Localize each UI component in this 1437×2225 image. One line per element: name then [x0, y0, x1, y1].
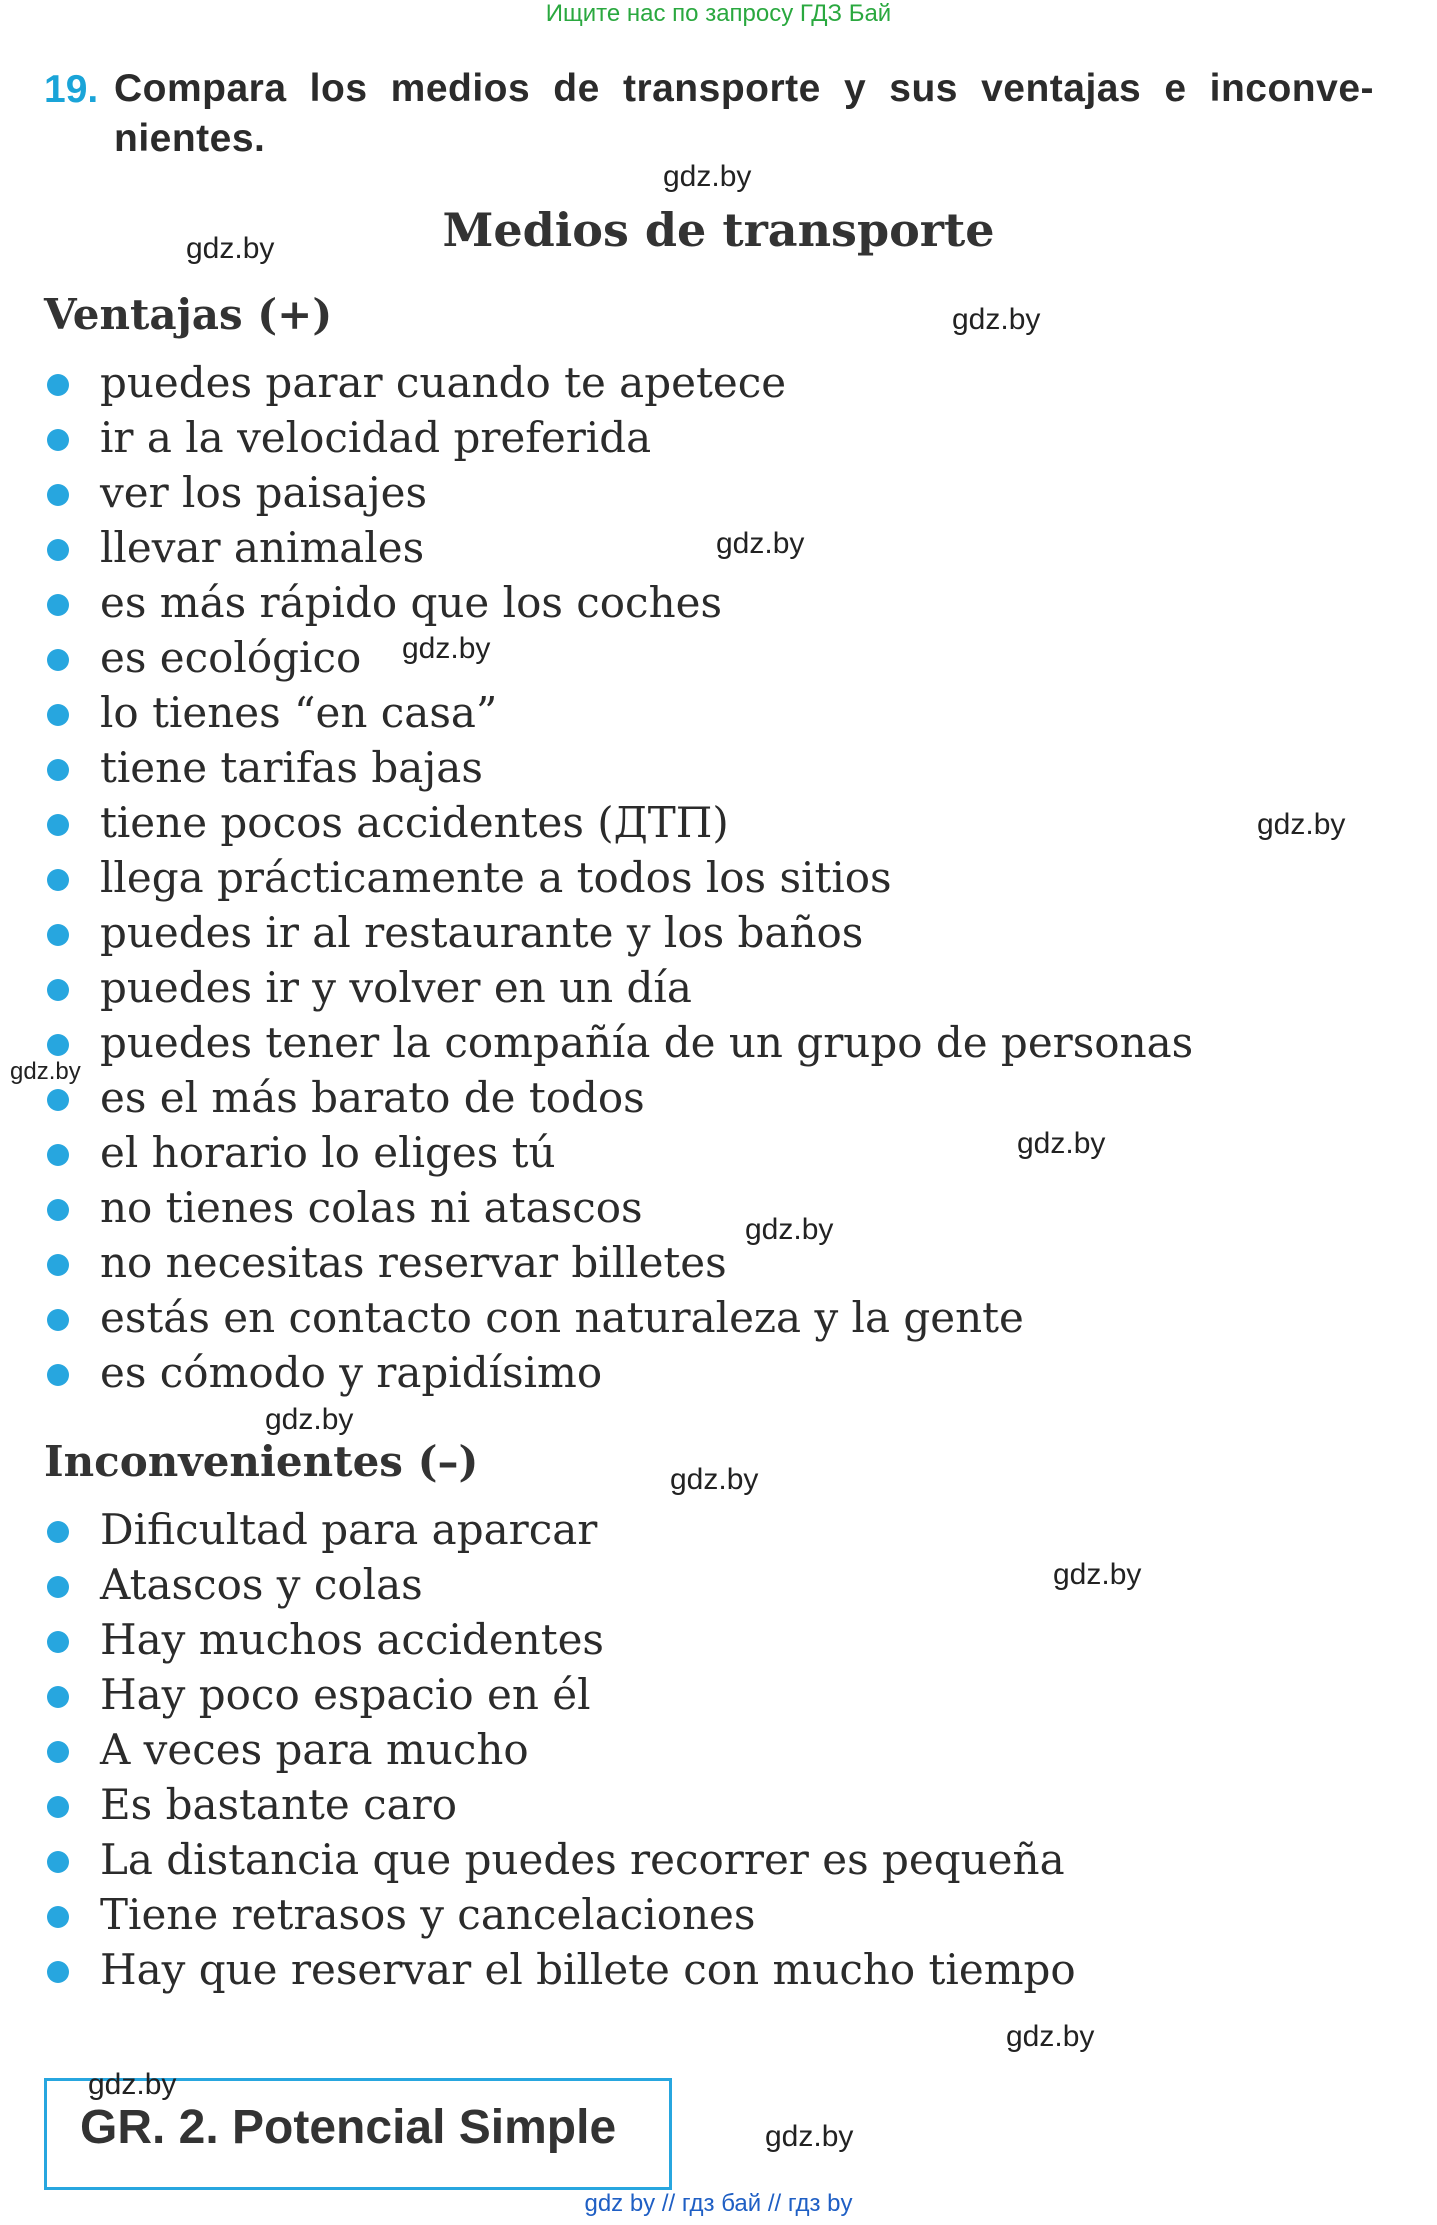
bullet-icon [47, 539, 69, 561]
ventajas-title: Ventajas (+) [44, 290, 333, 339]
bullet-icon [47, 1309, 69, 1331]
watermark: gdz.by [670, 1463, 759, 1496]
bullet-icon [47, 1851, 69, 1873]
bullet-icon [47, 979, 69, 1001]
bullet-icon [47, 704, 69, 726]
bullet-icon [47, 1796, 69, 1818]
bullet-icon [47, 374, 69, 396]
bullet-icon [47, 814, 69, 836]
watermark: gdz.by [1006, 2020, 1095, 2053]
bullet-icon [47, 429, 69, 451]
watermark: gdz.by [716, 527, 805, 560]
watermark: gdz.by [10, 1058, 81, 1085]
watermark: gdz.by [88, 2068, 177, 2101]
bullet-icon [47, 484, 69, 506]
watermark: gdz.by [1017, 1127, 1106, 1160]
footer: gdz by // гдз бай // гдз by [584, 2190, 853, 2217]
bullet-icon [47, 1686, 69, 1708]
bullet-icon [47, 1521, 69, 1543]
bullet-icon [47, 759, 69, 781]
bullet-icon [47, 1906, 69, 1928]
watermark: gdz.by [663, 160, 752, 193]
bullet-icon [47, 1741, 69, 1763]
bullet-icon [47, 594, 69, 616]
bullet-icon [47, 1089, 69, 1111]
watermark: gdz.by [1053, 1558, 1142, 1591]
bullet-icon [47, 1144, 69, 1166]
bullet-icon [47, 1364, 69, 1386]
bullet-icon [47, 1576, 69, 1598]
bullet-icon [47, 1961, 69, 1983]
bullet-icon [47, 1199, 69, 1221]
grammar-title: GR. 2. Potencial Simple [80, 2101, 617, 2154]
page-heading: Medios de transporte [442, 203, 995, 257]
bullet-icon [47, 1631, 69, 1653]
bullet-icon [47, 1254, 69, 1276]
top-banner: Ищите нас по запросу ГДЗ Бай [545, 0, 892, 27]
watermark: gdz.by [765, 2120, 854, 2153]
task-number: 19. [44, 68, 99, 111]
bullet-icon [47, 869, 69, 891]
watermark: gdz.by [402, 632, 491, 665]
watermark: gdz.by [265, 1403, 354, 1436]
watermark: gdz.by [186, 232, 275, 265]
bullet-icon [47, 649, 69, 671]
bullet-icon [47, 1034, 69, 1056]
watermark: gdz.by [745, 1213, 834, 1246]
inconvenientes-title: Inconvenientes (–) [44, 1437, 479, 1486]
watermark: gdz.by [952, 303, 1041, 336]
task-text: Compara los medios de transporte y sus ventajas e inconve-nientes. [114, 67, 1374, 160]
bullet-icon [47, 924, 69, 946]
watermark: gdz.by [1257, 808, 1346, 841]
